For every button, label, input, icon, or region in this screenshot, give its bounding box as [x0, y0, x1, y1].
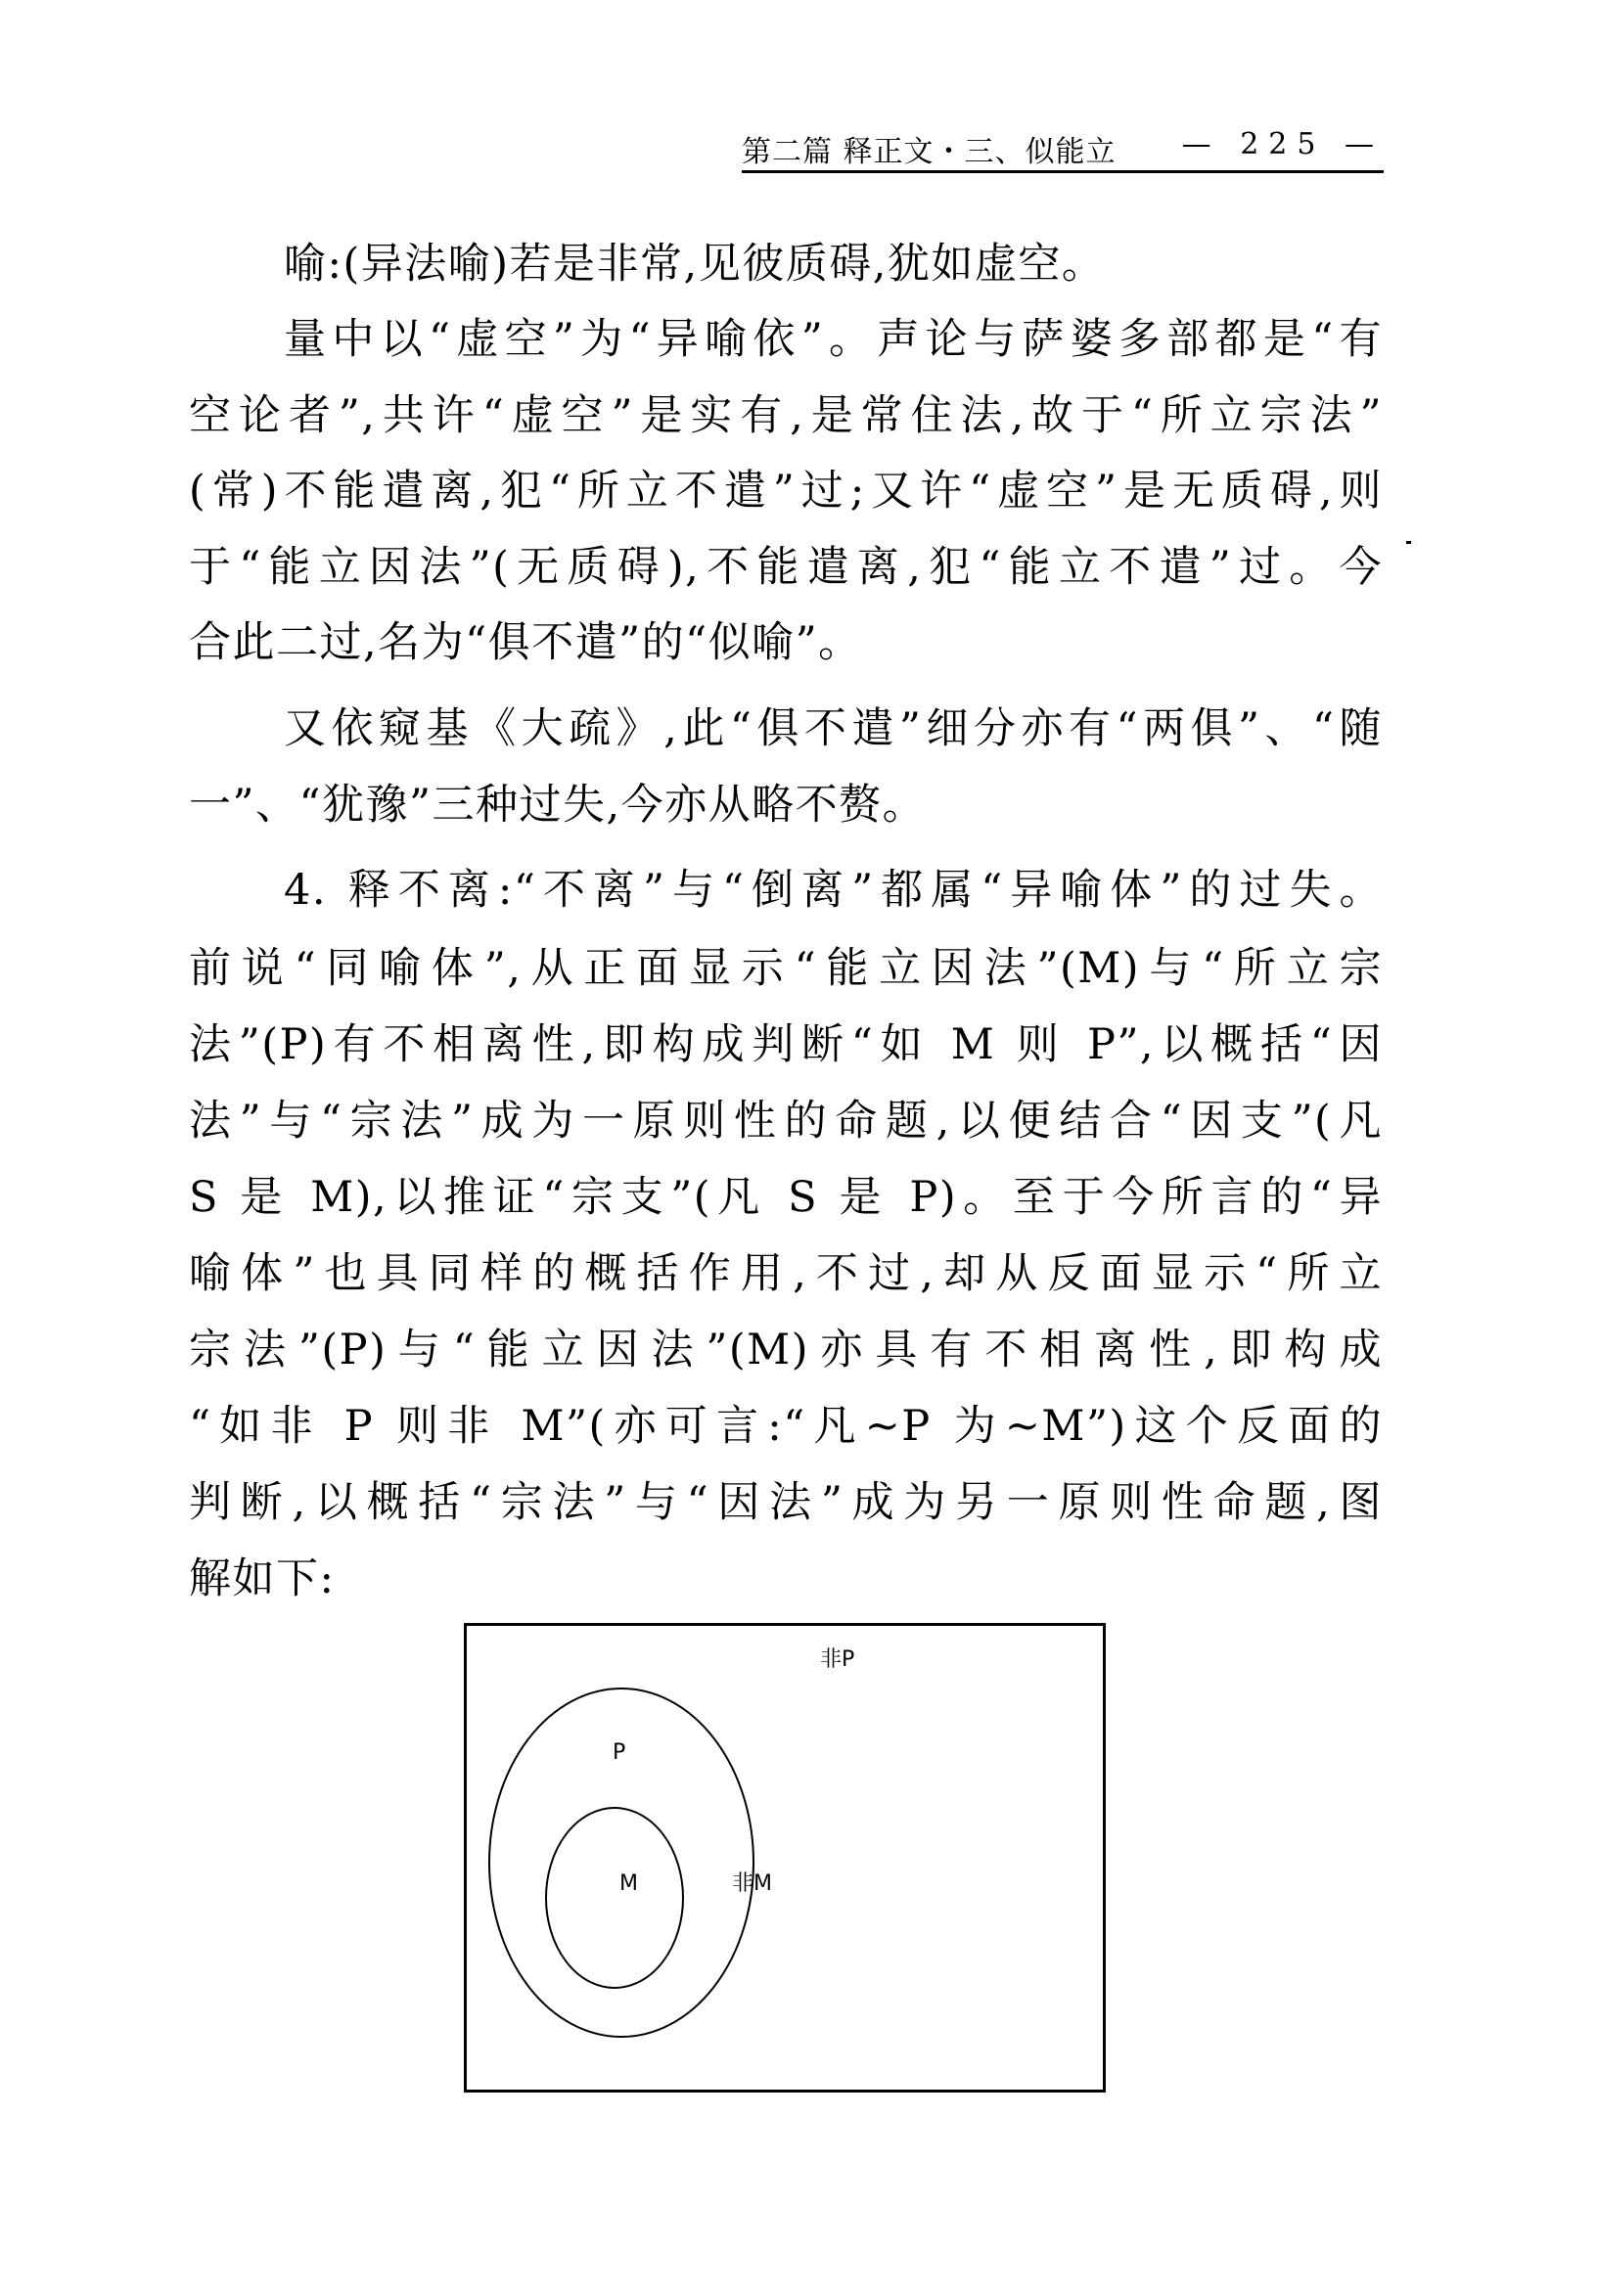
text-line: 4. 释不离:“不离”与“倒离”都属“异喻体”的过失。: [284, 866, 1383, 915]
text-line: 空论者”,共许“虚空”是实有,是常住法,故于“所立宗法”: [189, 391, 1383, 440]
label-not-p: 非P: [820, 1647, 855, 1672]
text-line: 喻体”也具同样的概括作用,不过,却从反面显示“所立: [189, 1249, 1383, 1298]
label-not-m: 非M: [732, 1871, 772, 1896]
header-title: 第二篇 释正文・三、似能立: [742, 135, 1117, 169]
text-line: (常)不能遣离,犯“所立不遣”过;又许“虚空”是无质碍,则: [189, 467, 1383, 516]
label-p: P: [613, 1740, 626, 1765]
text-line: 合此二过,名为“俱不遣”的“似喻”。: [189, 618, 862, 667]
text-line: 宗法”(P)与“能立因法”(M)亦具有不相离性,即构成: [189, 1326, 1383, 1374]
text-line: 法”(P)有不相离性,即构成判断“如 M 则 P”,以概括“因: [189, 1020, 1383, 1069]
text-line: 量中以“虚空”为“异喻依”。声论与萨婆多部都是“有: [284, 315, 1383, 364]
scan-artifact: [1406, 541, 1411, 544]
text-line: 喻:(异法喻)若是非常,见彼质碍,犹如虚空。: [284, 240, 1106, 289]
label-m: M: [619, 1871, 638, 1896]
text-line: S 是 M),以推证“宗支”(凡 S 是 P)。至于今所言的“异: [189, 1173, 1383, 1222]
text-line: 判断,以概括“宗法”与“因法”成为另一原则性命题,图: [189, 1478, 1383, 1527]
text-line: “如非 P 则非 M”(亦可言:“凡~P 为~M”)这个反面的: [189, 1402, 1383, 1451]
text-line: 又依窥基《大疏》,此“俱不遣”细分亦有“两俱”、“随: [284, 704, 1383, 753]
text-line: 解如下:: [189, 1554, 336, 1603]
venn-diagram: [464, 1623, 1106, 2093]
page-number: — 225 —: [1181, 127, 1384, 161]
universe-box: [466, 1625, 1105, 2092]
text-line: 一”、“犹豫”三种过失,今亦从略不赘。: [189, 781, 927, 830]
diagram-canvas: [464, 1623, 1106, 2093]
text-line: 前说“同喻体”,从正面显示“能立因法”(M)与“所立宗: [189, 944, 1383, 993]
text-line: 于“能立因法”(无质碍),不能遣离,犯“能立不遣”过。今: [189, 543, 1383, 592]
running-header: [742, 119, 1384, 173]
text-line: 法”与“宗法”成为一原则性的命题,以便结合“因支”(凡: [189, 1097, 1383, 1146]
m-circle: [546, 1808, 683, 1988]
